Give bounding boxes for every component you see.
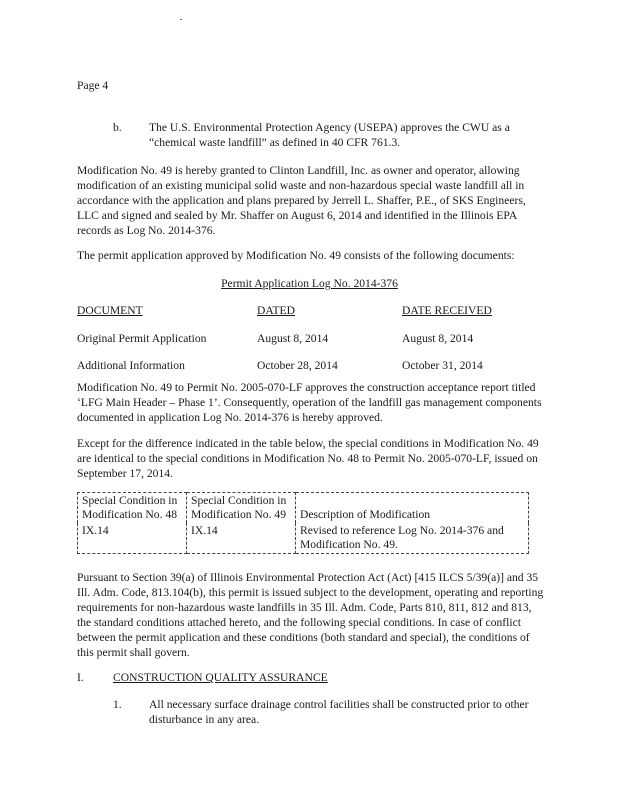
log-header-document: DOCUMENT [77, 304, 143, 317]
log-row-date-received: October 31, 2014 [402, 359, 483, 372]
log-row-dated: August 8, 2014 [257, 332, 329, 345]
paragraph-except: Except for the difference indicated in the table below, the special conditions in Modification No. 49 are identical to the special conditions in Modification No. 48 to Permit No. 2005-070-LF, issued on September 17, 2014. [77, 437, 539, 480]
paragraph-pursuant: Pursuant to Section 39(a) of Illinois Environmental Protection Act (Act) [415 ILCS 5/39(a)] and 35 Ill. Adm. Code, 813.104(b), this permit is issued subject to the development, operating and reporting requirements for non-hazardous waste landfills in 35 Ill. Adm. Code, Parts 810, 811, 812 and 813, the standard conditions attached hereto, and the following special conditions. In case of conflict between the permit application and these conditions (both standard and special), the conditions of this permit shall govern. [77, 571, 544, 659]
log-row-document: Original Permit Application [77, 332, 207, 345]
log-header-dated: DATED [257, 304, 295, 317]
section-title: CONSTRUCTION QUALITY ASSURANCE [113, 671, 328, 684]
condition-table-row [78, 523, 529, 554]
section-item-text: All necessary surface drainage control facilities shall be constructed prior to other disturbance in any area. [149, 698, 529, 726]
paragraph-approves: Modification No. 49 to Permit No. 2005-070-LF approves the construction acceptance report titled ‘LFG Main Header – Phase 1’. Consequently, operation of the landfill gas management components documented in application Log No. 2014-376 is hereby approved. [77, 381, 542, 424]
log-table-title: Permit Application Log No. 2014-376 [221, 277, 398, 290]
paragraph-consists-of: The permit application approved by Modification No. 49 consists of the following documents: [77, 249, 515, 262]
item-b-text: The U.S. Environmental Protection Agency (USEPA) approves the CWU as a “chemical waste landfill” as defined in 40 CFR 761.3. [149, 121, 510, 149]
condition-table-header-row [78, 493, 529, 524]
section-number: I. [77, 671, 84, 684]
log-row-date-received: August 8, 2014 [402, 332, 474, 345]
section-item-marker: 1. [113, 698, 122, 711]
condition-header-description: Description of Modification [296, 493, 529, 524]
condition-cell-mod49: IX.14 [187, 523, 296, 554]
condition-table [77, 492, 529, 554]
item-b-marker: b. [113, 121, 122, 134]
condition-cell-mod48: IX.14 [78, 523, 187, 554]
log-header-date-received: DATE RECEIVED [402, 304, 492, 317]
condition-header-mod48: Special Condition in Modification No. 48 [78, 493, 187, 524]
page-label: Page 4 [77, 79, 109, 92]
log-row-document: Additional Information [77, 359, 185, 372]
condition-cell-description: Revised to reference Log No. 2014-376 and Modification No. 49. [296, 523, 529, 554]
paragraph-modification-granted: Modification No. 49 is hereby granted to Clinton Landfill, Inc. as owner and operator, allowing modification of an existing municipal solid waste and non-hazardous special waste landfill all in accordance with the application and plans prepared by Jerrell L. Shaffer, P.E., of SKS Engineers, LLC and signed and sealed by Mr. Shaffer on August 6, 2014 and identified in the Illinois EPA records as Log No. 2014-376. [77, 164, 526, 237]
condition-header-mod49: Special Condition in Modification No. 49 [187, 493, 296, 524]
scan-mark [180, 19, 182, 20]
log-row-dated: October 28, 2014 [257, 359, 338, 372]
